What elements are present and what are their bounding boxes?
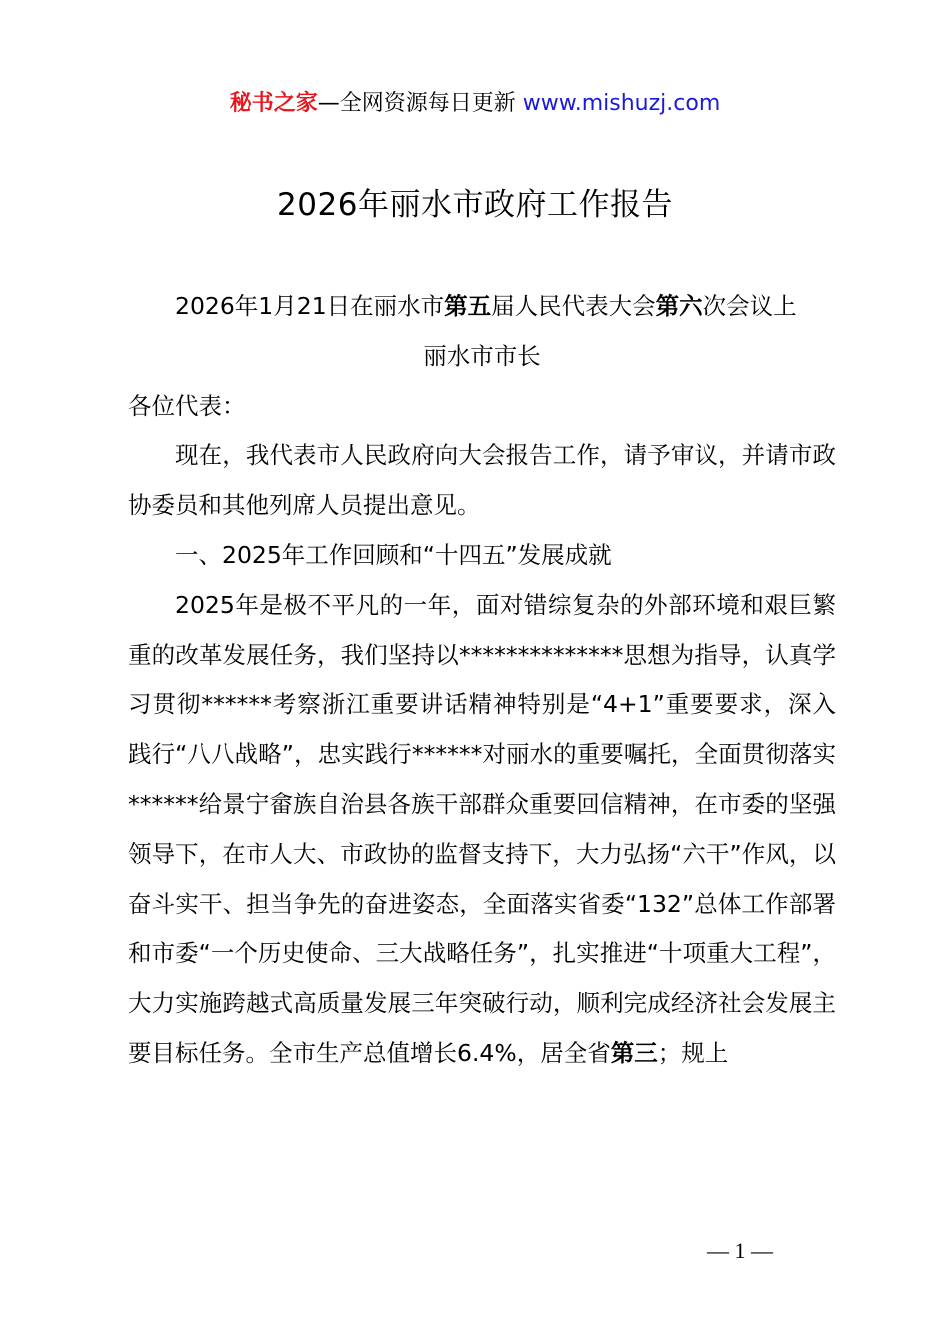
subtitle-bold-text: 第六: [655, 292, 703, 320]
brand-name: 秘书之家: [229, 91, 318, 116]
paragraph-text: 2025年是极不平凡的一年，面对错综复杂的外部环境和艰巨繁重的改革发展任务，我们坚持以**************思想为指导，认真学习贯彻******考察浙江重要讲话精神特别是“4+1”重要要求，深入践行“八八战略”，忠实践行******对丽水的重要嘱托，全面贯彻落实******给景宁畲族自治县各族干部群众重要回信精神，在市委的坚强领导下，在市人大、市政协的监督支持下，大力弘扬“六干”作风，以奋斗实干、担当争先的奋进姿态，全面落实省委“132”总体工作部署和市委“一个历史使命、三大战略任务”，扎实推进“十项重大工程”，大力实施跨越式高质量发展三年突破行动，顺利完成经济社会发展主要目标任务。全市生产总值增长6.4%，居全省: [128, 590, 836, 1067]
document-title: 2026年丽水市政府工作报告: [277, 187, 673, 223]
paragraph-review: [128, 581, 836, 1079]
document-body: [128, 282, 836, 1079]
paragraph-bold-text: 第三: [610, 1038, 658, 1067]
section-heading: 一、2025年工作回顾和“十四五”发展成就: [175, 540, 612, 569]
meeting-subtitle: [128, 282, 836, 332]
paragraph-intro: 现在，我代表市人民政府向大会报告工作，请予审议，并请市政协委员和其他列席人员提出意见。: [128, 441, 836, 520]
page-number: — 1 —: [707, 1238, 773, 1263]
salutation: 各位代表：: [128, 391, 246, 420]
header-tagline: 全网资源每日更新: [339, 91, 516, 116]
subtitle-text: 次会议上: [702, 292, 797, 320]
header-dash: —: [317, 91, 340, 116]
speaker-line: 丽水市市长: [423, 341, 541, 370]
paragraph-text: ；规上: [657, 1038, 729, 1067]
subtitle-text: 届人民代表大会: [491, 292, 656, 320]
site-header: [0, 86, 950, 122]
site-url-link[interactable]: www.mishuzj.com: [522, 91, 721, 116]
subtitle-text: 2026年1月21日在丽水市: [175, 292, 445, 320]
subtitle-bold-text: 第五: [444, 292, 492, 320]
